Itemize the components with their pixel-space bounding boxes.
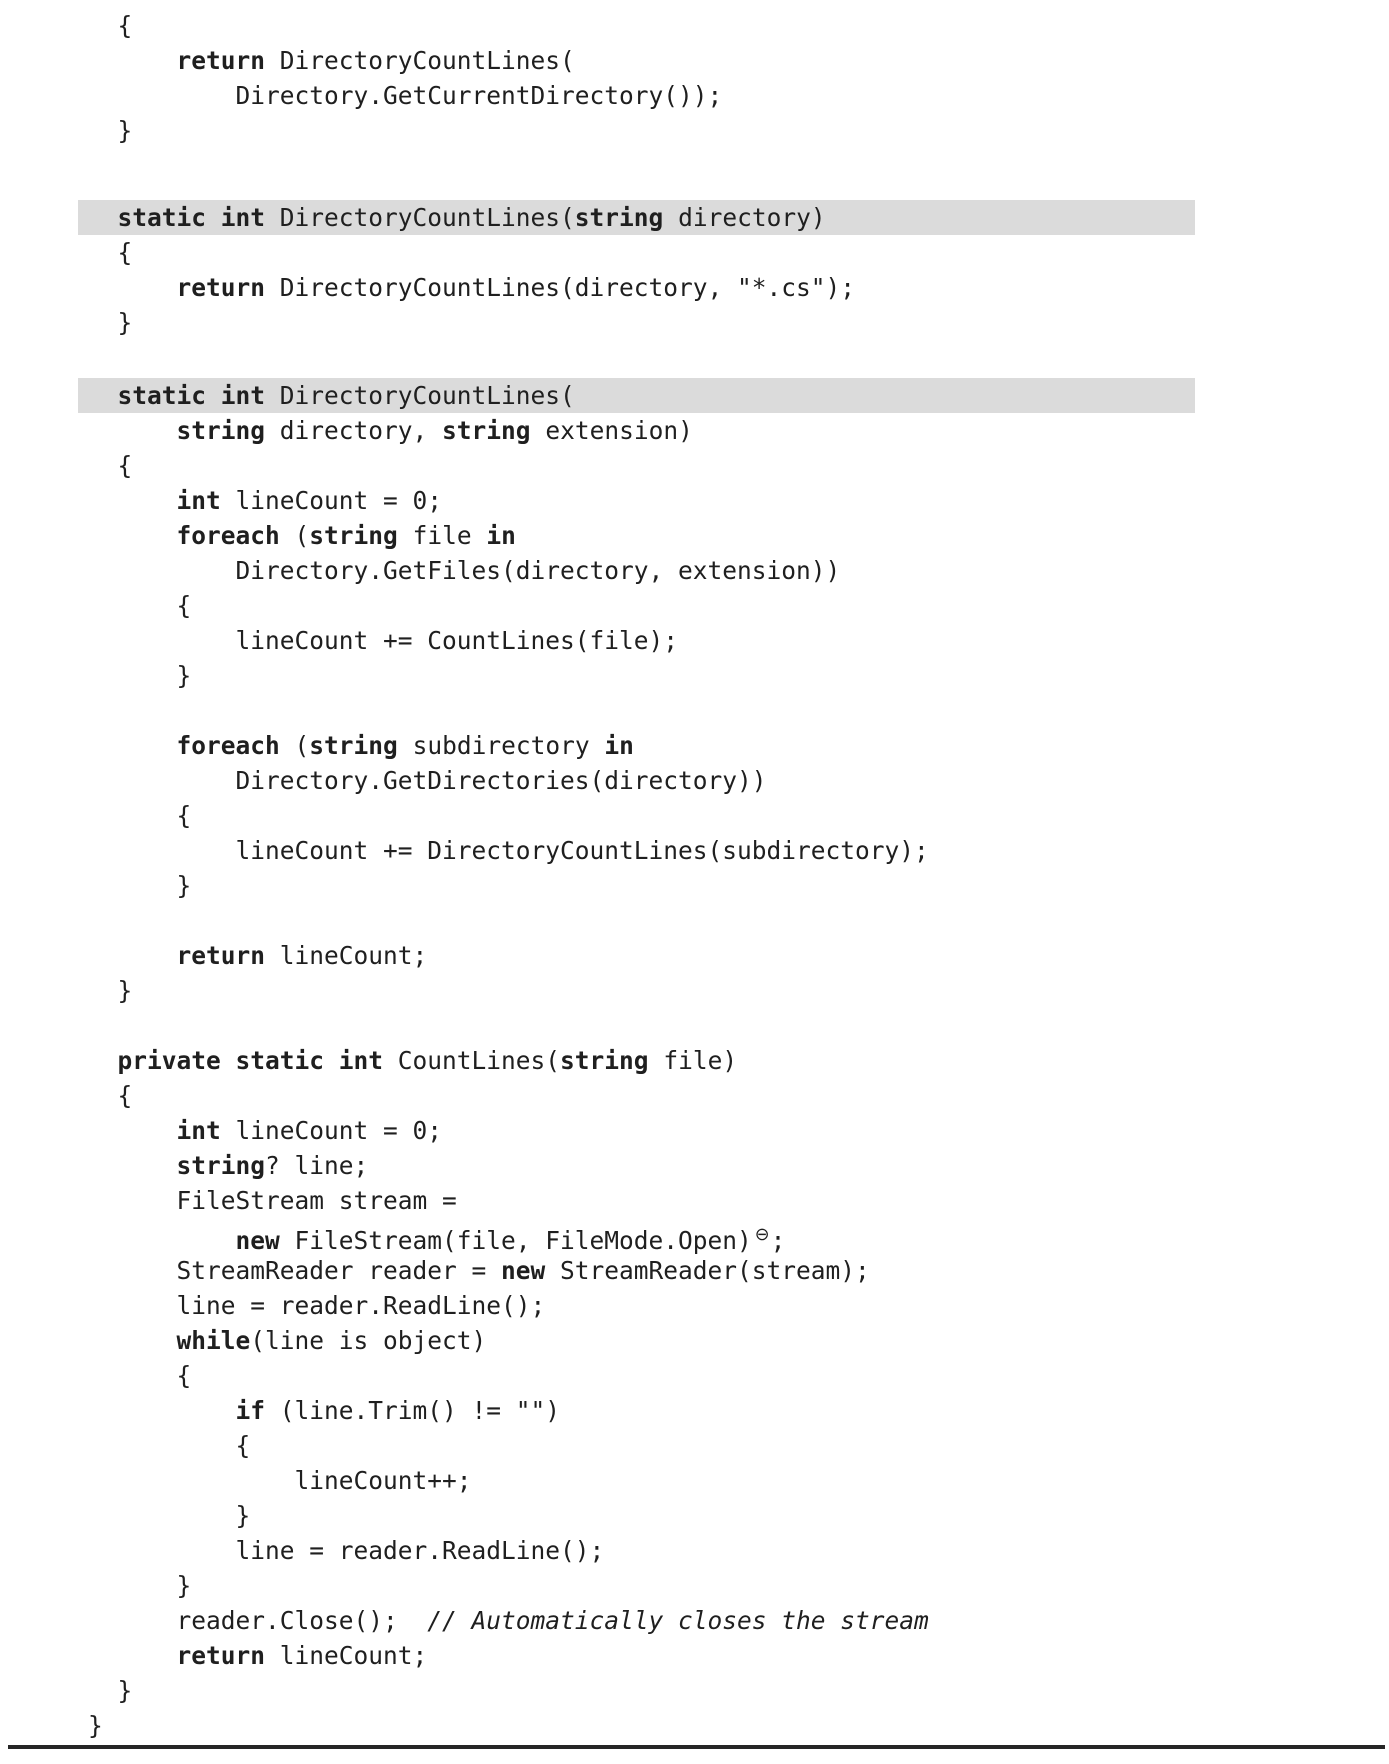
code-line [88,1603,1389,1638]
code-text: { [117,451,133,480]
code-line [88,798,1389,833]
code-keyword: foreach [176,731,280,760]
code-line [88,1358,1389,1393]
code-line [88,1638,1389,1673]
code-text: Directory.GetCurrentDirectory()); [235,81,723,110]
code-keyword: in [604,731,634,760]
code-line [88,235,1389,270]
code-line [88,973,1389,1008]
code-line [88,1078,1389,1113]
code-line [88,1113,1389,1148]
code-text: } [117,308,133,337]
code-keyword: string [574,203,664,232]
code-keyword: string [442,416,531,445]
code-text: StreamReader reader = [176,1256,502,1285]
code-keyword: string [309,731,398,760]
code-line [88,623,1389,658]
code-line [88,938,1389,973]
code-line [88,588,1389,623]
code-line [88,483,1389,518]
code-line [88,763,1389,798]
code-line [88,553,1389,588]
blank-line [88,693,1389,728]
code-line-highlighted [78,378,1195,413]
code-text: FileStream stream = [176,1186,457,1215]
code-line-highlighted [78,200,1195,235]
code-text: directory, [265,416,443,445]
code-line [88,1428,1389,1463]
code-keyword: string [560,1046,649,1075]
code-text: file) [648,1046,738,1075]
code-text: } [117,116,133,145]
bottom-rule [8,1745,1385,1749]
code-line [88,728,1389,763]
code-text: directory) [663,203,826,232]
code-keyword: int [176,486,221,515]
code-text: subdirectory [397,731,605,760]
code-keyword: new [235,1225,280,1255]
code-keyword: if [235,1396,266,1425]
code-text: { [117,1081,133,1110]
code-line [88,413,1389,448]
code-line [88,1323,1389,1358]
code-line [88,305,1389,340]
code-text: { [176,1361,192,1390]
code-text: ? line; [265,1151,369,1180]
code-keyword: in [486,521,516,550]
code-keyword: foreach [176,521,280,550]
code-keyword: static int [117,203,266,232]
code-comment: // Automatically closes the stream [427,1606,929,1635]
code-keyword: while [176,1326,251,1355]
code-keyword: int [176,1116,221,1145]
code-keyword: return [176,1641,266,1670]
code-line [88,1463,1389,1498]
code-text: lineCount; [265,941,428,970]
code-keyword: private static int [117,1046,384,1075]
blank-line [88,903,1389,938]
code-line [88,518,1389,553]
code-text: { [176,591,192,620]
code-keyword: return [176,273,266,302]
code-text: lineCount += DirectoryCountLines(subdirectory); [235,836,929,865]
code-text: } [235,1501,251,1530]
code-line [88,833,1389,868]
code-text: Directory.GetDirectories(directory)) [235,766,767,795]
code-text: lineCount; [265,1641,428,1670]
code-text: reader.Close(); [176,1606,428,1635]
code-line [88,1253,1389,1288]
code-keyword: new [501,1256,546,1285]
code-text: } [176,661,192,690]
code-line [88,8,1389,43]
code-text: (line is object) [250,1326,487,1355]
code-text: { [117,238,133,267]
code-text: lineCount = 0; [220,1116,443,1145]
code-text: DirectoryCountLines( [265,46,575,75]
code-line [88,1673,1389,1708]
callout-minus-icon: ⊖ [754,1225,770,1245]
code-line [88,1288,1389,1323]
code-line [88,1183,1389,1218]
code-line [88,270,1389,305]
code-line [88,1218,1389,1253]
code-text: ; [770,1225,786,1255]
code-text: line = reader.ReadLine(); [235,1536,605,1565]
code-text: DirectoryCountLines(directory, "*.cs"); [265,273,856,302]
code-line [88,658,1389,693]
code-text: StreamReader(stream); [545,1256,870,1285]
code-text: } [117,1676,133,1705]
blank-line [88,1008,1389,1043]
code-text: lineCount += CountLines(file); [235,626,679,655]
code-text: CountLines( [383,1046,561,1075]
code-keyword: string [176,416,266,445]
code-line [88,1533,1389,1568]
code-text: (line.Trim() != "") [265,1396,561,1425]
code-line [88,1498,1389,1533]
code-text: DirectoryCountLines( [265,203,575,232]
code-line [88,113,1389,148]
code-keyword: return [176,941,266,970]
blank-line [88,340,1389,378]
code-text: { [235,1431,251,1460]
code-text: Directory.GetFiles(directory, extension)) [235,556,841,585]
code-text: ( [279,731,310,760]
code-text: } [176,871,192,900]
code-text: extension) [530,416,693,445]
code-line [88,78,1389,113]
code-line [88,1708,1389,1743]
code-line [88,448,1389,483]
code-keyword: static int [117,381,266,410]
code-listing [0,8,1389,1743]
code-text: FileStream(file, FileMode.Open) [279,1225,752,1255]
code-line [88,1148,1389,1183]
code-keyword: return [176,46,266,75]
code-keyword: string [309,521,398,550]
code-line [88,868,1389,903]
code-line [88,1393,1389,1428]
code-text: } [176,1571,192,1600]
code-text: DirectoryCountLines( [265,381,575,410]
code-text: } [88,1711,103,1740]
code-text: { [176,801,192,830]
code-text: line = reader.ReadLine(); [176,1291,546,1320]
blank-line [88,148,1389,200]
code-text: file [397,521,487,550]
code-text: { [117,11,133,40]
code-text: lineCount = 0; [220,486,443,515]
code-text: } [117,976,133,1005]
code-keyword: string [176,1151,266,1180]
code-text: ( [279,521,310,550]
code-line [88,1043,1389,1078]
code-line [88,43,1389,78]
code-text: lineCount++; [294,1466,472,1495]
code-line [88,1568,1389,1603]
